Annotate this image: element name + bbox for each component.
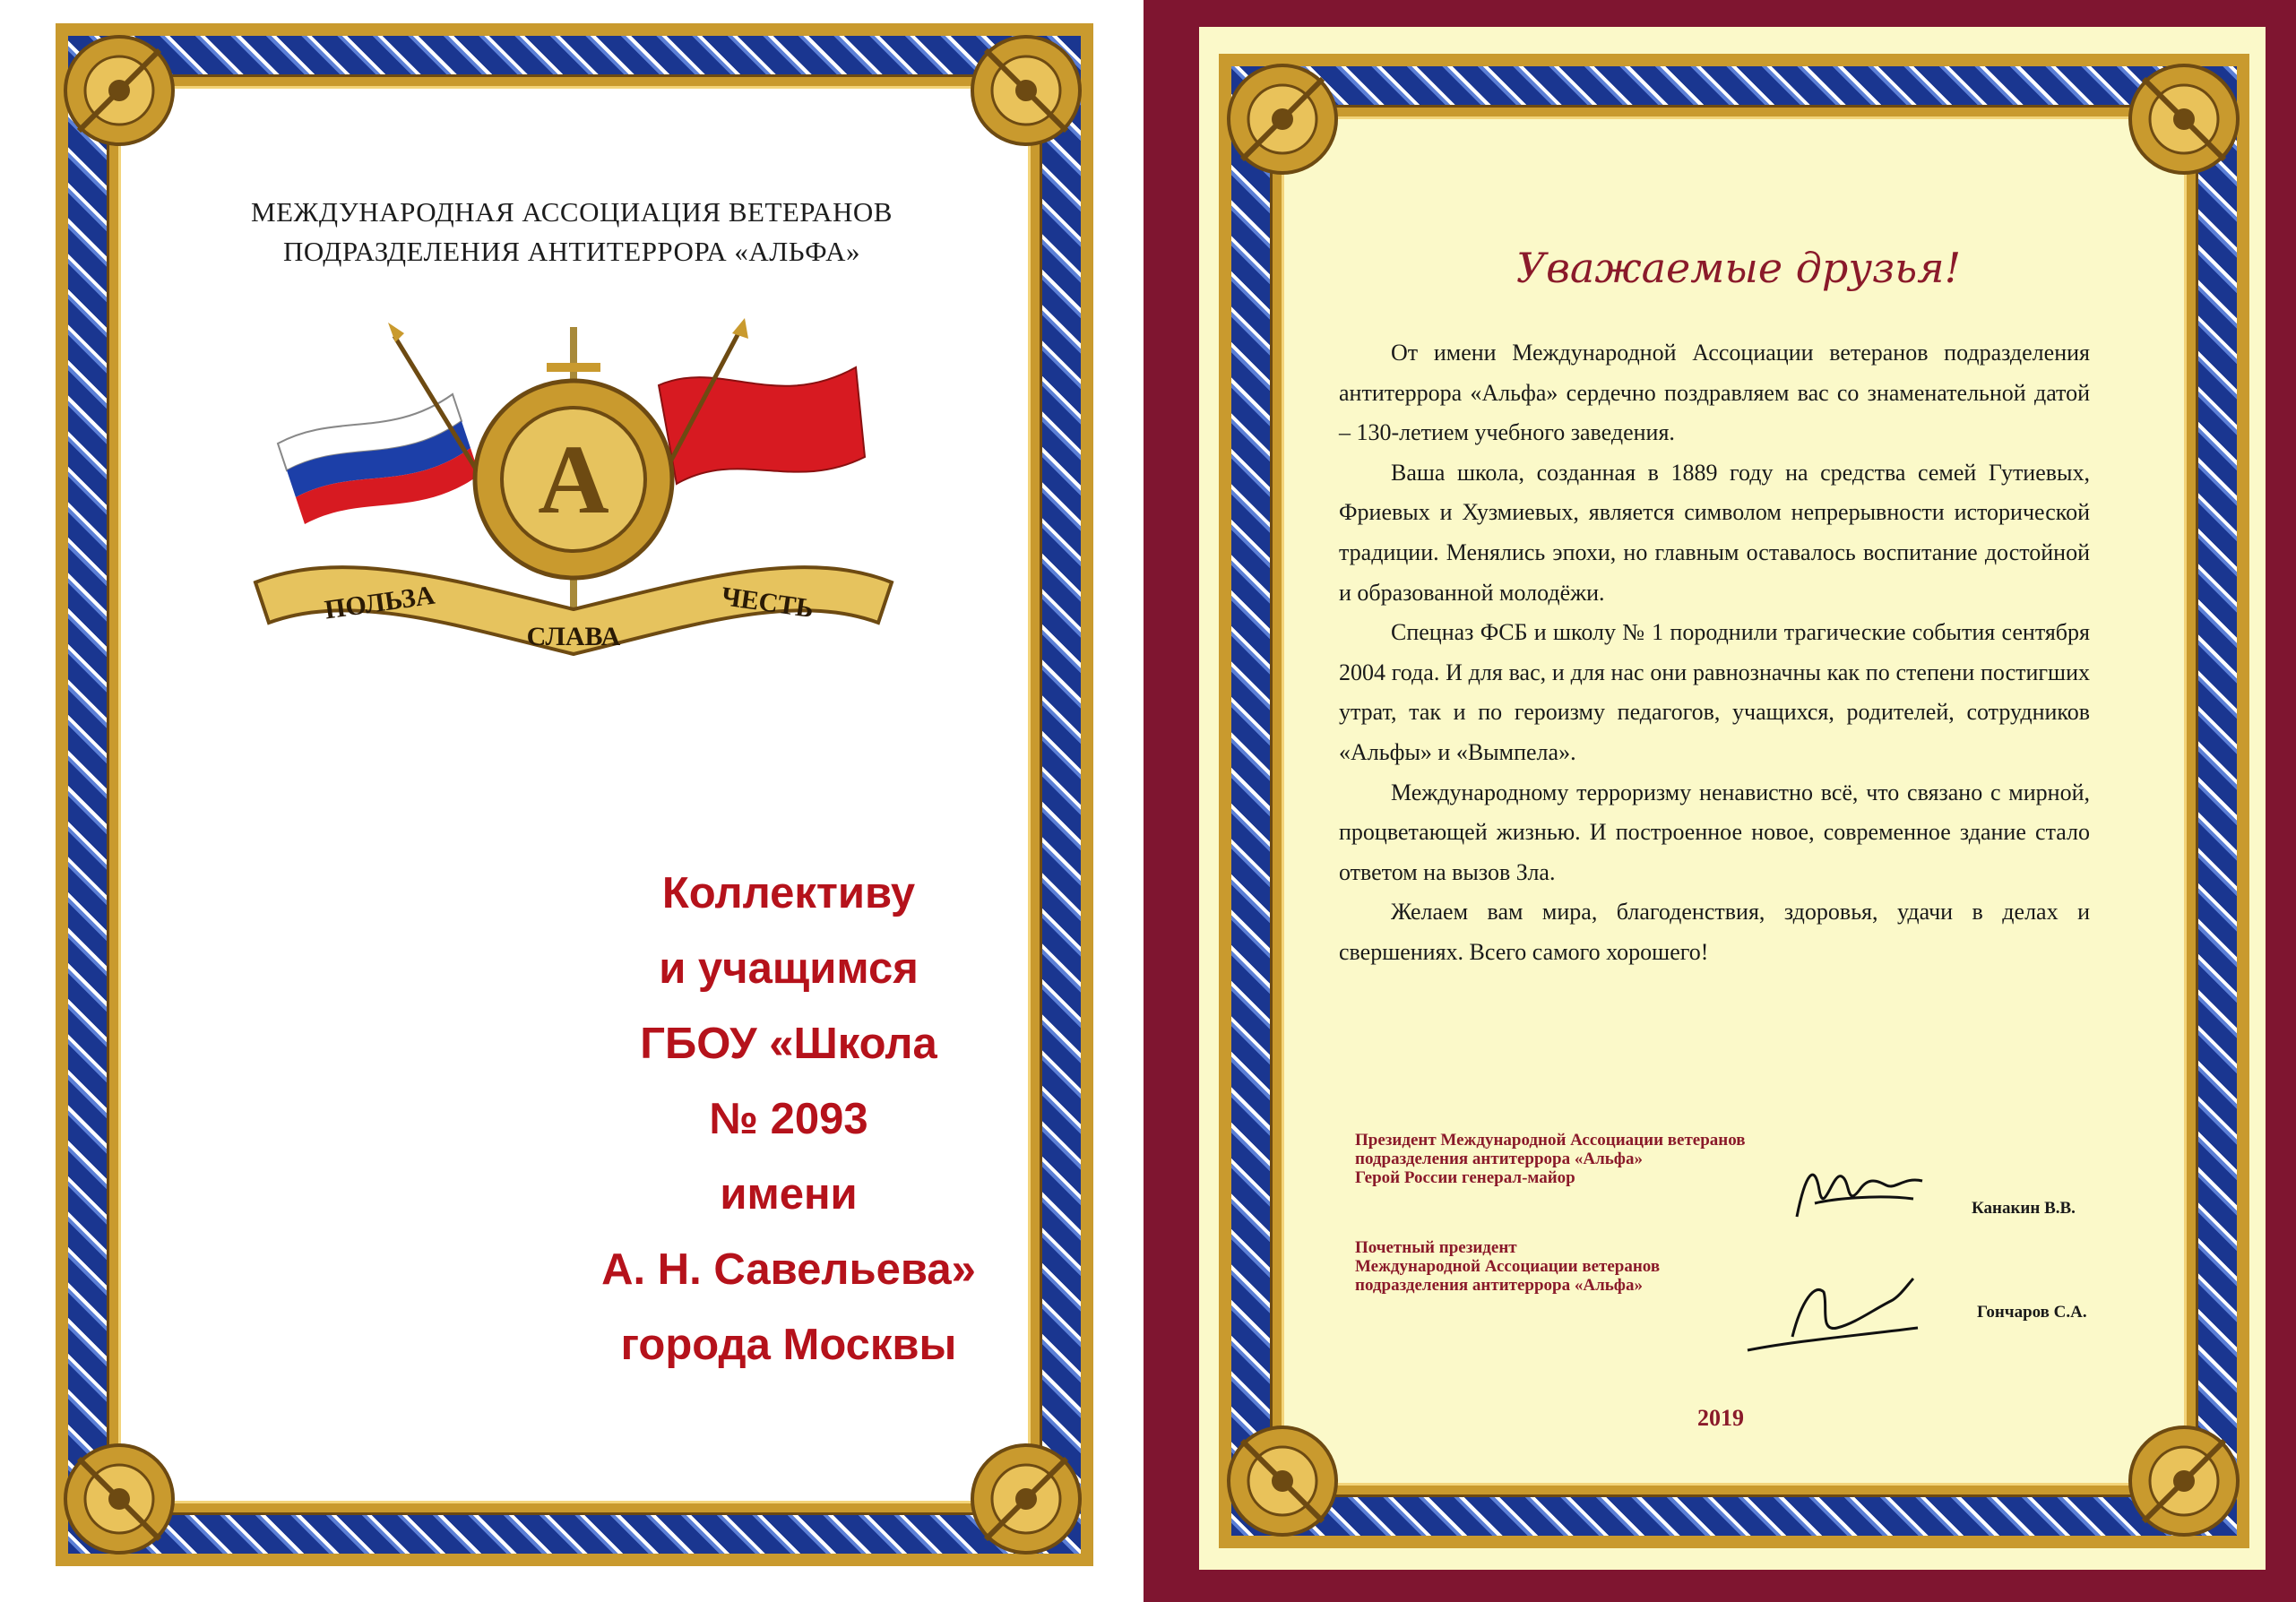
dedication-line: ГБОУ «Школа	[640, 1020, 937, 1068]
corner-ornament-icon	[52, 23, 186, 158]
association-title	[143, 193, 1000, 271]
dedication-block	[547, 856, 1031, 1382]
letter-paragraph: От имени Международной Ассоциации ветеранов подразделения антитеррора «Альфа» сердечно поздравляем вас со знаменательной датой – 130-летием учебного заведения.	[1339, 340, 2090, 446]
russian-flag-icon	[278, 323, 479, 524]
corner-ornament-icon	[2117, 1414, 2251, 1548]
corner-ornament-icon	[959, 1432, 1093, 1566]
portrait-photo	[108, 744, 609, 1487]
letter-paragraph: Ваша школа, созданная в 1889 году на средства семей Гутиевых, Фриевых и Хузмиевых, является символом непрерывности исторической традиции. Менялись эпохи, но главным оставалось воспитание достойной и образованной молодёжи.	[1339, 459, 2090, 606]
letter-paragraph: Желаем вам мира, благоденствия, здоровья, удачи в делах и свершениях. Всего самого хорошего!	[1339, 899, 2090, 965]
letter-year: 2019	[1697, 1405, 1744, 1431]
ribbon-text-center: СЛАВА	[526, 622, 621, 651]
signatory-1-line: Герой России генерал-майор	[1355, 1168, 1575, 1187]
ribbon-text-left: ПОЛЬЗА	[323, 580, 437, 625]
letter-paragraph: Международному терроризму ненавистно всё, что связано с мирной, процветающей жизнью. И построенное новое, современное здание стало ответом на вызов Зла.	[1339, 779, 2090, 885]
signatory-1-line: подразделения антитеррора «Альфа»	[1355, 1150, 1643, 1168]
association-line-2: ПОДРАЗДЕЛЕНИЯ АНТИТЕРРОРА «АЛЬФА»	[282, 236, 860, 267]
signatory-2-line: Международной Ассоциации ветеранов	[1355, 1257, 1661, 1276]
signatory-2-line: Почетный президент	[1355, 1238, 1517, 1257]
signatory-2-line: подразделения антитеррора «Альфа»	[1355, 1276, 1643, 1295]
emblem-letter: А	[538, 425, 609, 534]
signatory-2-name: Гончаров С.А.	[1977, 1303, 2087, 1322]
dedication-line: № 2093	[709, 1095, 868, 1143]
dedication-line: и учащимся	[659, 944, 919, 993]
red-flag-icon	[659, 318, 865, 484]
dedication-line: города Москвы	[620, 1321, 957, 1369]
signatory-1-name: Канакин В.В.	[1972, 1199, 2076, 1218]
dedication-line: А. Н. Савельева»	[601, 1245, 976, 1294]
dedication-line: Коллективу	[661, 869, 916, 917]
letter-greeting: Уважаемые друзья!	[1515, 244, 1962, 292]
signatory-1-line: Президент Международной Ассоциации ветеранов	[1355, 1131, 1746, 1150]
corner-ornament-icon	[1215, 52, 1350, 186]
corner-ornament-icon	[959, 23, 1093, 158]
association-line-1: МЕЖДУНАРОДНАЯ АССОЦИАЦИЯ ВЕТЕРАНОВ	[251, 196, 893, 228]
letter-body	[1339, 333, 2090, 973]
corner-ornament-icon	[2117, 52, 2251, 186]
dedication-line: имени	[720, 1170, 858, 1219]
corner-ornament-icon	[1215, 1414, 1350, 1548]
alpha-emblem	[237, 314, 910, 672]
ribbon-text-right: ЧЕСТЬ	[719, 581, 816, 624]
letter-paragraph: Спецназ ФСБ и школу № 1 породнили трагические события сентября 2004 года. И для вас, и для нас они равнозначны как по степени постигших утрат, так и по героизму педагогов, учащихся, родителей, сотрудников «Альфы» и «Вымпела».	[1339, 619, 2090, 765]
signature-1-icon	[1779, 1154, 1940, 1235]
signature-2-icon	[1739, 1265, 1936, 1364]
